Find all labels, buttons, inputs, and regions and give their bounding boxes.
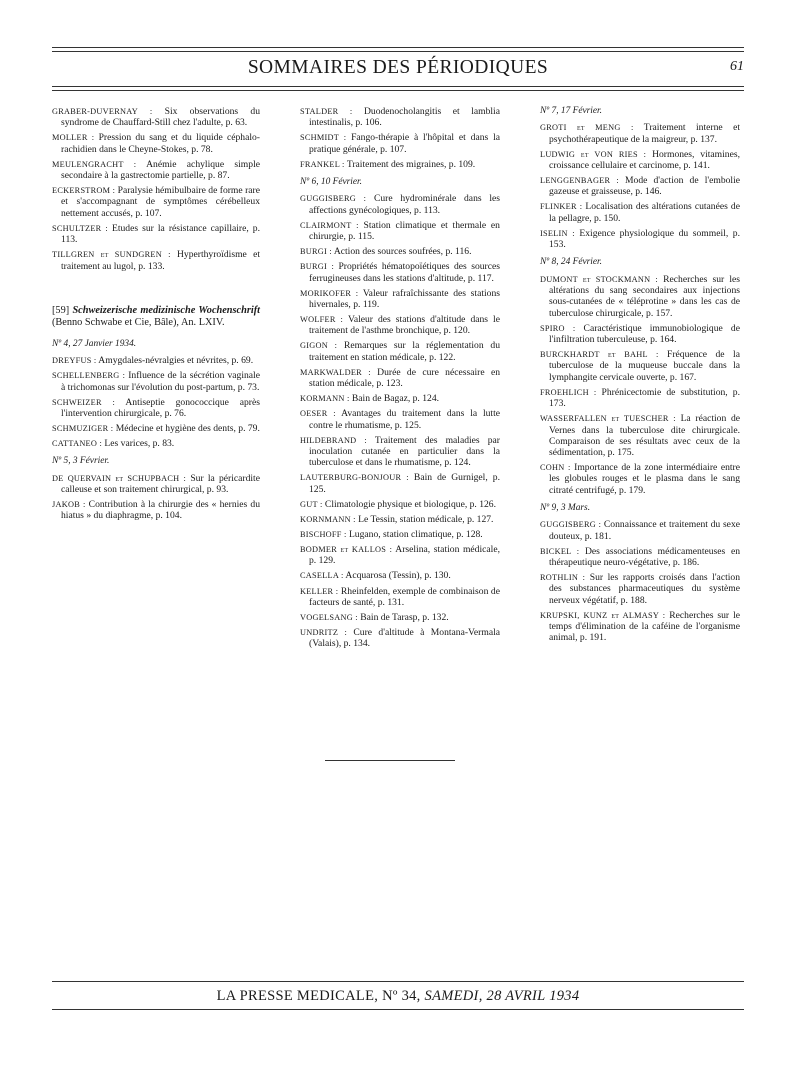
footer-rule-bottom: [52, 1009, 744, 1010]
entry-text: Station climatique et thermale en chirurgie, p. 115.: [309, 219, 500, 243]
entry-text: Arselina, station médicale, p. 129.: [309, 544, 500, 567]
entry-author: COHN :: [540, 463, 571, 473]
entry-text: Action des sources soufrées, p. 116.: [331, 246, 472, 258]
list-item: [540, 323, 740, 346]
list-item: [300, 529, 500, 540]
entry-author: GUGGISBERG :: [540, 520, 602, 530]
entry-author: ISELIN :: [540, 228, 575, 238]
header-rule-bottom: [52, 86, 744, 87]
footer-rule-top: [52, 981, 744, 982]
entry-author: ECKERSTROM :: [52, 186, 116, 196]
entry-author: MEULENGRACHT :: [52, 159, 137, 169]
entry-list: [52, 106, 260, 272]
list-item: [540, 122, 740, 145]
entry-text: Traitement des maladies par inoculation cutanée en particulier dans la tuberculose et dans le rhumatisme, p. 124.: [309, 434, 500, 469]
entry-text: Cure d'altitude à Montana-Vermala (Valais), p. 134.: [309, 627, 501, 650]
entry-author: WASSERFALLEN et TUESCHER :: [540, 414, 676, 424]
issue-heading: Nº 8, 24 Février.: [540, 257, 603, 268]
entry-text: Lugano, station climatique, p. 128.: [346, 528, 483, 540]
journal-name: Schweizerische medizinische Wochenschrift: [72, 304, 260, 316]
list-item: [540, 387, 740, 410]
entry-author: KORNMANN :: [300, 514, 356, 524]
entry-author: CATTANEO :: [52, 439, 102, 449]
page-header: [52, 57, 744, 83]
entry-author: WOLFER :: [300, 315, 344, 325]
list-item: [540, 413, 740, 458]
list-item: [540, 349, 740, 383]
list-item: [540, 201, 740, 224]
entry-text: Cure hydrominérale dans les affections gynécologiques, p. 113.: [309, 193, 500, 216]
list-item: [52, 355, 260, 366]
entry-text: Importance de la zone intermédiaire entre les globules rouges et le plasma dans le sang citraté centrifugé, p. 179.: [549, 462, 741, 496]
entry-text: Sur les rapports croisés dans l'action des substances pharmaceutiques du système nerveux végétatif, p. 188.: [549, 572, 741, 606]
entry-author: ROTHLIN :: [540, 573, 586, 583]
issue-heading: Nº 4, 27 Janvier 1934.: [52, 338, 137, 349]
entry-list: [540, 519, 740, 643]
list-item: [540, 519, 740, 542]
entry-author: BICKEL :: [540, 546, 580, 556]
issue-heading: Nº 5, 3 Février.: [52, 456, 110, 467]
entry-author: JAKOB :: [52, 500, 86, 510]
entry-text: Recherches sur les altérations du sang secondaires aux injections sous-cutanées de « téléprotine » dans les cas de tuberculose chirurgicale, p. 157.: [549, 273, 740, 319]
entry-text: Influence de la sécrétion vaginale à trichomonas sur l'évolution du post-partum, p. 73.: [61, 370, 260, 393]
entry-text: Fréquence de la tuberculose de la muqueuse buccale dans la lymphangite cervicale ouverte, p. 167.: [549, 349, 740, 383]
list-item: [52, 223, 260, 246]
entry-author: DREYFUS :: [52, 356, 97, 366]
entry-author: LUDWIG et VON RIES :: [540, 149, 647, 159]
issue-heading: Nº 7, 17 Février.: [540, 106, 603, 116]
list-item: [52, 249, 260, 272]
entry-author: UNDRITZ :: [300, 628, 348, 638]
header-rule-bottom-inner: [52, 90, 744, 91]
list-item: [300, 393, 500, 404]
entry-text: Fango-thérapie à l'hôpital et dans la pratique générale, p. 107.: [309, 132, 500, 155]
list-item: [52, 132, 260, 155]
entry-author: KRUPSKI, KUNZ et ALMASY :: [540, 610, 666, 620]
entry-text: Paralysie hémibulbaire de forme rare et s'accompagnant de symptômes cérébelleux nettement accusés, p. 107.: [61, 185, 260, 219]
list-item: [300, 220, 500, 243]
header-rule-top: [52, 47, 744, 48]
list-item: [300, 159, 500, 170]
list-item: [300, 288, 500, 311]
entry-text: Pression du sang et du liquide céphalo-rachidien dans le Cheyne-Stokes, p. 78.: [61, 132, 260, 155]
list-item: [540, 572, 740, 606]
entry-author: FLINKER :: [540, 202, 583, 212]
list-item: [300, 106, 500, 129]
entry-text: Exigence physiologique du sommeil, p. 153.: [549, 227, 740, 251]
entry-text: Médecine et hygiène des dents, p. 79.: [113, 423, 260, 435]
entry-author: DUMONT et STOCKMANN :: [540, 274, 658, 284]
entry-text: Localisation des altérations cutanées de la pellagre, p. 150.: [549, 201, 740, 224]
list-item: [540, 546, 740, 569]
entry-text: Caractéristique immunobiologique de l'infiltration tuberculeuse, p. 164.: [549, 322, 740, 346]
entry-text: Recherches sur le temps d'élimination de la caféine de l'organisme animal, p. 191.: [549, 609, 740, 644]
entry-author: GROTI et MENG :: [540, 123, 634, 133]
entry-author: BURCKHARDT et BAHL :: [540, 350, 659, 360]
entry-author: SCHMIDT :: [300, 133, 347, 143]
entry-author: SPIRO :: [540, 323, 576, 333]
entry-author: BURGI :: [300, 262, 335, 272]
list-item: [52, 473, 260, 496]
entry-text: Duodenocholangitis et lamblia intestinalis, p. 106.: [309, 106, 500, 129]
entry-text: Les varices, p. 83.: [102, 438, 175, 450]
entry-author: GRABER-DUVERNAY :: [52, 107, 153, 116]
page-footer: [52, 988, 744, 1005]
list-item: [52, 397, 260, 420]
entry-author: MOLLER :: [52, 133, 95, 143]
list-item: [300, 514, 500, 525]
entry-author: CLAIRMONT :: [300, 220, 359, 230]
entry-text: Antiseptie gonococcique après l'intervention chirurgicale, p. 76.: [61, 396, 260, 419]
entry-text: Durée de cure nécessaire en station médicale, p. 123.: [309, 366, 500, 390]
entry-text: Climatologie physique et biologique, p. 126.: [322, 498, 497, 510]
entry-author: BURGI :: [300, 247, 332, 257]
entry-author: CASELLA :: [300, 571, 344, 581]
entry-text: Avantages du traitement dans la lutte contre le rhumatisme, p. 125.: [309, 408, 501, 431]
list-item: [300, 193, 500, 216]
entry-text: Connaissance et traitement du sexe douteux, p. 181.: [549, 519, 741, 542]
footer-publication: LA PRESSE MEDICALE, Nº 34,: [216, 988, 421, 1004]
entry-author: SCHWEIZER :: [52, 397, 116, 407]
entry-author: SCHULTZER :: [52, 223, 108, 233]
list-item: [540, 149, 740, 172]
entry-list: [540, 274, 740, 496]
entry-list: [52, 355, 260, 449]
entry-text: Des associations médicamenteuses en thérapeutique neuro-végétative, p. 186.: [549, 545, 741, 569]
entry-text: Traitement interne et psychothérapeutique de la maigreur, p. 137.: [549, 122, 740, 145]
list-item: [300, 627, 500, 650]
entry-text: Etudes sur la résistance capillaire, p. 113.: [61, 222, 260, 246]
list-item: [52, 499, 260, 522]
journal-heading: [52, 305, 260, 329]
list-item: [52, 423, 260, 434]
page-title: SOMMAIRES DES PÉRIODIQUES: [247, 57, 549, 78]
entry-text: Mode d'action de l'embolie gazeuse et graisseuse, p. 146.: [549, 175, 741, 198]
entry-author: SCHELLENBERG :: [52, 371, 126, 381]
header-rule-top-inner: [52, 51, 744, 52]
list-item: [300, 408, 500, 431]
list-item: [300, 612, 500, 623]
entry-text: Rheinfelden, exemple de combinaison de facteurs de santé, p. 131.: [309, 585, 500, 608]
page-number: 61: [730, 59, 744, 74]
entry-text: Le Tessin, station médicale, p. 127.: [355, 513, 494, 525]
entry-author: GUGGISBERG :: [300, 194, 367, 204]
list-item: [300, 544, 500, 567]
column-2: [300, 106, 500, 653]
entry-author: OESER :: [300, 409, 336, 419]
entry-author: VOGELSANG :: [300, 612, 358, 622]
list-item: [52, 106, 260, 129]
journal-publisher: (Benno Schwabe et Cie, Bâle), An. LXIV.: [52, 316, 225, 328]
footer-date: SAMEDI, 28 AVRIL 1934: [424, 988, 580, 1004]
entry-author: MARKWALDER :: [300, 367, 371, 377]
entry-list: [52, 473, 260, 522]
column-1: [52, 106, 260, 525]
entry-list: [300, 106, 500, 170]
list-item: [300, 472, 500, 495]
list-item: [300, 586, 500, 609]
list-item: [300, 367, 500, 390]
entry-list: [540, 122, 740, 250]
entry-text: Valeur des stations d'altitude dans le traitement de l'asthme bronchique, p. 120.: [309, 314, 500, 337]
entry-author: BISCHOFF :: [300, 529, 347, 539]
entry-author: BODMER et KALLOS :: [300, 545, 393, 555]
list-item: [540, 462, 740, 496]
entry-author: KORMANN :: [300, 394, 350, 404]
entry-author: HILDEBRAND :: [300, 435, 367, 445]
entry-author: SCHMUZIGER :: [52, 424, 114, 434]
issue-heading: Nº 6, 10 Février.: [300, 177, 363, 188]
entry-author: KELLER :: [300, 586, 339, 596]
entry-text: Hyperthyroïdisme et traitement au lugol, p. 133.: [61, 249, 260, 272]
entry-text: Sur la péricardite calleuse et son traitement chirurgical, p. 93.: [61, 472, 260, 495]
entry-text: La réaction de Vernes dans la tuberculose dite chirurgicale. Comparaison de ses résultats avec ceux de la sédimentation, p. 175.: [549, 413, 741, 459]
list-item: [300, 499, 500, 510]
entry-author: LENGGENBAGER :: [540, 176, 619, 186]
list-item: [540, 610, 740, 644]
entry-text: Remarques sur la réglementation du traitement en station médicale, p. 122.: [309, 340, 501, 363]
entry-text: Bain de Bagaz, p. 124.: [349, 393, 440, 405]
entry-text: Phrénicectomie de substitution, p. 173.: [549, 386, 741, 410]
list-item: [52, 159, 260, 182]
journal-number: [59]: [52, 304, 70, 316]
list-item: [300, 340, 500, 363]
entry-text: Traitement des migraines, p. 109.: [344, 158, 476, 170]
entry-text: Bain de Tarasp, p. 132.: [357, 611, 449, 623]
entry-text: Acquarosa (Tessin), p. 130.: [343, 570, 451, 582]
entry-text: Contribution à la chirurgie des « hernies du hiatus » du diaphragme, p. 104.: [61, 499, 260, 522]
entry-author: STALDER :: [300, 107, 353, 116]
entry-text: Anémie achylique simple secondaire à la gastrectomie partielle, p. 87.: [61, 158, 260, 182]
entry-author: FROEHLICH :: [540, 387, 597, 397]
entry-list: [300, 193, 500, 649]
list-item: [52, 438, 260, 449]
list-item: [52, 370, 260, 393]
entry-author: LAUTERBURG-BONJOUR :: [300, 473, 409, 483]
list-item: [300, 570, 500, 581]
section-separator: [325, 760, 455, 761]
entry-text: Valeur rafraîchissante des stations hivernales, p. 119.: [309, 287, 500, 310]
entry-author: GIGON :: [300, 341, 338, 351]
entry-author: FRANKEL :: [300, 159, 345, 169]
column-3: [540, 106, 740, 648]
list-item: [300, 132, 500, 155]
issue-heading: Nº 9, 3 Mars.: [540, 503, 591, 514]
list-item: [300, 261, 500, 284]
entry-author: MORIKOFER :: [300, 288, 359, 298]
entry-text: Hormones, vitamines, croissance cellulaire et carcinome, p. 141.: [549, 148, 740, 171]
list-item: [540, 228, 740, 251]
list-item: [52, 185, 260, 219]
entry-text: Six observations du syndrome de Chauffard-Still chez l'adulte, p. 63.: [61, 106, 260, 129]
entry-text: Propriétés hématopoïétiques des sources ferrugineuses dans les stations d'altitude, p. 117.: [309, 261, 500, 284]
list-item: [300, 246, 500, 257]
entry-author: GUT :: [300, 499, 323, 509]
list-item: [300, 435, 500, 469]
list-item: [540, 274, 740, 319]
entry-text: Bain de Gurnigel, p. 125.: [309, 472, 500, 495]
list-item: [300, 314, 500, 337]
entry-author: DE QUERVAIN et SCHUPBACH :: [52, 473, 187, 483]
entry-text: Amygdales-névralgies et névrites, p. 69.: [96, 355, 254, 367]
list-item: [540, 175, 740, 198]
entry-author: TILLGREN et SUNDGREN :: [52, 250, 171, 260]
